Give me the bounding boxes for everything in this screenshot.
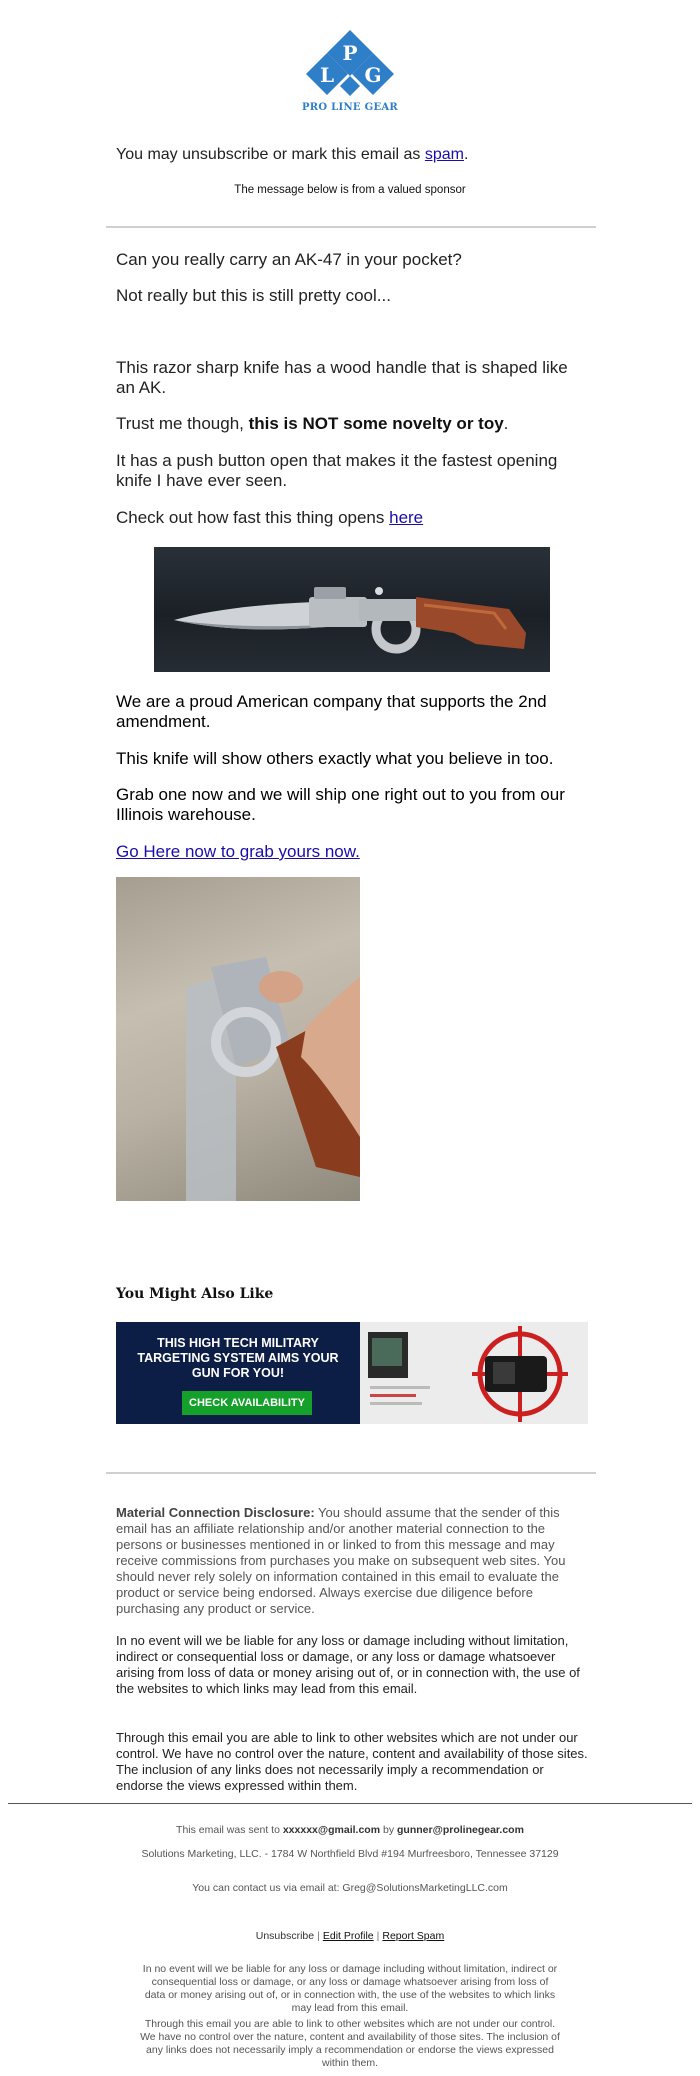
logo-letter-p: P — [342, 41, 358, 65]
red-dot-sight-icon — [360, 1322, 588, 1424]
p4-prefix: Trust me though, — [116, 414, 249, 433]
footer-separator: | — [317, 1930, 320, 1942]
footer-separator: | — [376, 1930, 380, 1942]
spam-link[interactable]: spam — [424, 146, 464, 163]
disclosure-paragraph-1 — [116, 1505, 588, 1617]
footer-links — [140, 1930, 560, 1943]
body-paragraph-5: It has a push button open that makes it the fastest opening knife I have ever seen. — [116, 451, 558, 490]
footer-sent-to — [140, 1824, 560, 1837]
unsubscribe-prefix: You may unsubscribe or mark this email as — [116, 146, 425, 163]
divider-top — [106, 226, 596, 228]
disclosure-title: Material Connection Disclosure: — [116, 1505, 315, 1520]
body-cta — [116, 842, 586, 862]
unsubscribe-notice — [116, 146, 468, 164]
video-here-link[interactable]: here — [389, 508, 424, 527]
footer-legal-1: In no event will we be liable for any loss or damage including without limitation, indirect or consequential loss or damage, or any loss or damage whatsoever arising from loss of data or money arising out of, or in connection with, the use of the websites to which links may lead from this email. — [142, 1963, 558, 2014]
body-paragraph-6 — [116, 508, 586, 528]
p4-suffix: . — [503, 414, 509, 433]
report-spam-link[interactable]: Report Spam — [382, 1930, 445, 1942]
footer-contact: You can contact us via email at: Greg@SolutionsMarketingLLC.com — [192, 1882, 508, 1894]
check-availability-button[interactable]: CHECK AVAILABILITY — [182, 1391, 312, 1415]
recommend-heading: You Might Also Like — [116, 1286, 274, 1302]
sender-email: gunner@prolinegear.com — [397, 1824, 524, 1836]
footer-address: Solutions Marketing, LLC. - 1784 W Northfield Blvd #194 Murfreesboro, Tennessee 37129 — [141, 1848, 559, 1860]
recipient-email: xxxxxx@gmail.com — [282, 1824, 381, 1836]
brand-logo — [0, 28, 700, 124]
edit-profile-link[interactable]: Edit Profile — [322, 1930, 374, 1942]
footer-legal-2: Through this email you are able to link to other websites which are not under our control. We have no control over the nature, content and availability of those sites. The inclusion of any links does not necessarily imply a recommendation or endorse the views expressed within them. — [140, 2018, 560, 2069]
ad-text-panel — [116, 1322, 360, 1424]
p4-bold: this is NOT some novelty or toy — [248, 414, 504, 433]
sponsor-note: The message below is from a valued sponsor — [234, 184, 466, 196]
p6-prefix: Check out how fast this thing opens — [116, 508, 390, 527]
body-paragraph-1: Can you really carry an AK-47 in your pocket? — [116, 250, 462, 269]
body-paragraph-2: Not really but this is still pretty cool... — [116, 286, 391, 305]
knife-product-image[interactable] — [154, 547, 550, 672]
knife-in-hand-image[interactable] — [116, 877, 360, 1201]
ad-headline: THIS HIGH TECH MILITARY TARGETING SYSTEM AIMS YOUR GUN FOR YOU! — [137, 1336, 339, 1380]
disclosure-paragraph-3: Through this email you are able to link to other websites which are not under our control. We have no control over the nature, content and availability of those sites. The inclusion of any links does not necessarily imply a recommendation or endorse the views expressed within them. — [116, 1730, 588, 1793]
hand-knife-illustration-icon — [116, 877, 360, 1201]
unsubscribe-text[interactable]: Unsubscribe — [255, 1930, 315, 1942]
body-paragraph-3: This razor sharp knife has a wood handle that is shaped like an AK. — [116, 358, 568, 397]
targeting-system-ad[interactable] — [116, 1322, 588, 1424]
disclosure-paragraph-2: In no event will we be liable for any loss or damage including without limitation, indirect or consequential loss or damage, or any loss or damage whatsoever arising from loss of data or money arising out of, or in connection with, the use of the websites to which links may lead from this email. — [116, 1633, 580, 1696]
logo-caption: PRO LINE GEAR — [301, 102, 399, 113]
unsubscribe-suffix: . — [464, 146, 469, 163]
footer-divider — [8, 1803, 692, 1804]
ad-product-panel — [360, 1322, 588, 1424]
divider-bottom — [106, 1472, 596, 1474]
logo-letter-g: G — [364, 63, 382, 87]
logo-diamonds-icon — [300, 28, 400, 104]
sent-prefix: This email was sent to — [176, 1824, 283, 1836]
sent-by: by — [380, 1824, 397, 1836]
body-paragraph-4 — [116, 414, 586, 434]
grab-yours-link[interactable]: Go Here now to grab yours now. — [116, 842, 360, 861]
disclosure-text-1: You should assume that the sender of this email has an affiliate relationship and/or another material connection to the persons or businesses mentioned in or linked to from this message and may receive commissions from purchases you make on subsequent web sites. You should never rely solely on information contained in this email to evaluate the product or service being endorsed. Always exercise due diligence before purchasing any product or service. — [116, 1505, 566, 1616]
body-paragraph-7: We are a proud American company that supports the 2nd amendment. — [116, 692, 547, 731]
body-paragraph-9: Grab one now and we will ship one right out to you from our Illinois warehouse. — [116, 785, 565, 824]
knife-illustration-icon — [154, 547, 550, 672]
body-paragraph-8: This knife will show others exactly what you believe in too. — [116, 749, 554, 768]
logo-letter-l: L — [319, 63, 335, 87]
